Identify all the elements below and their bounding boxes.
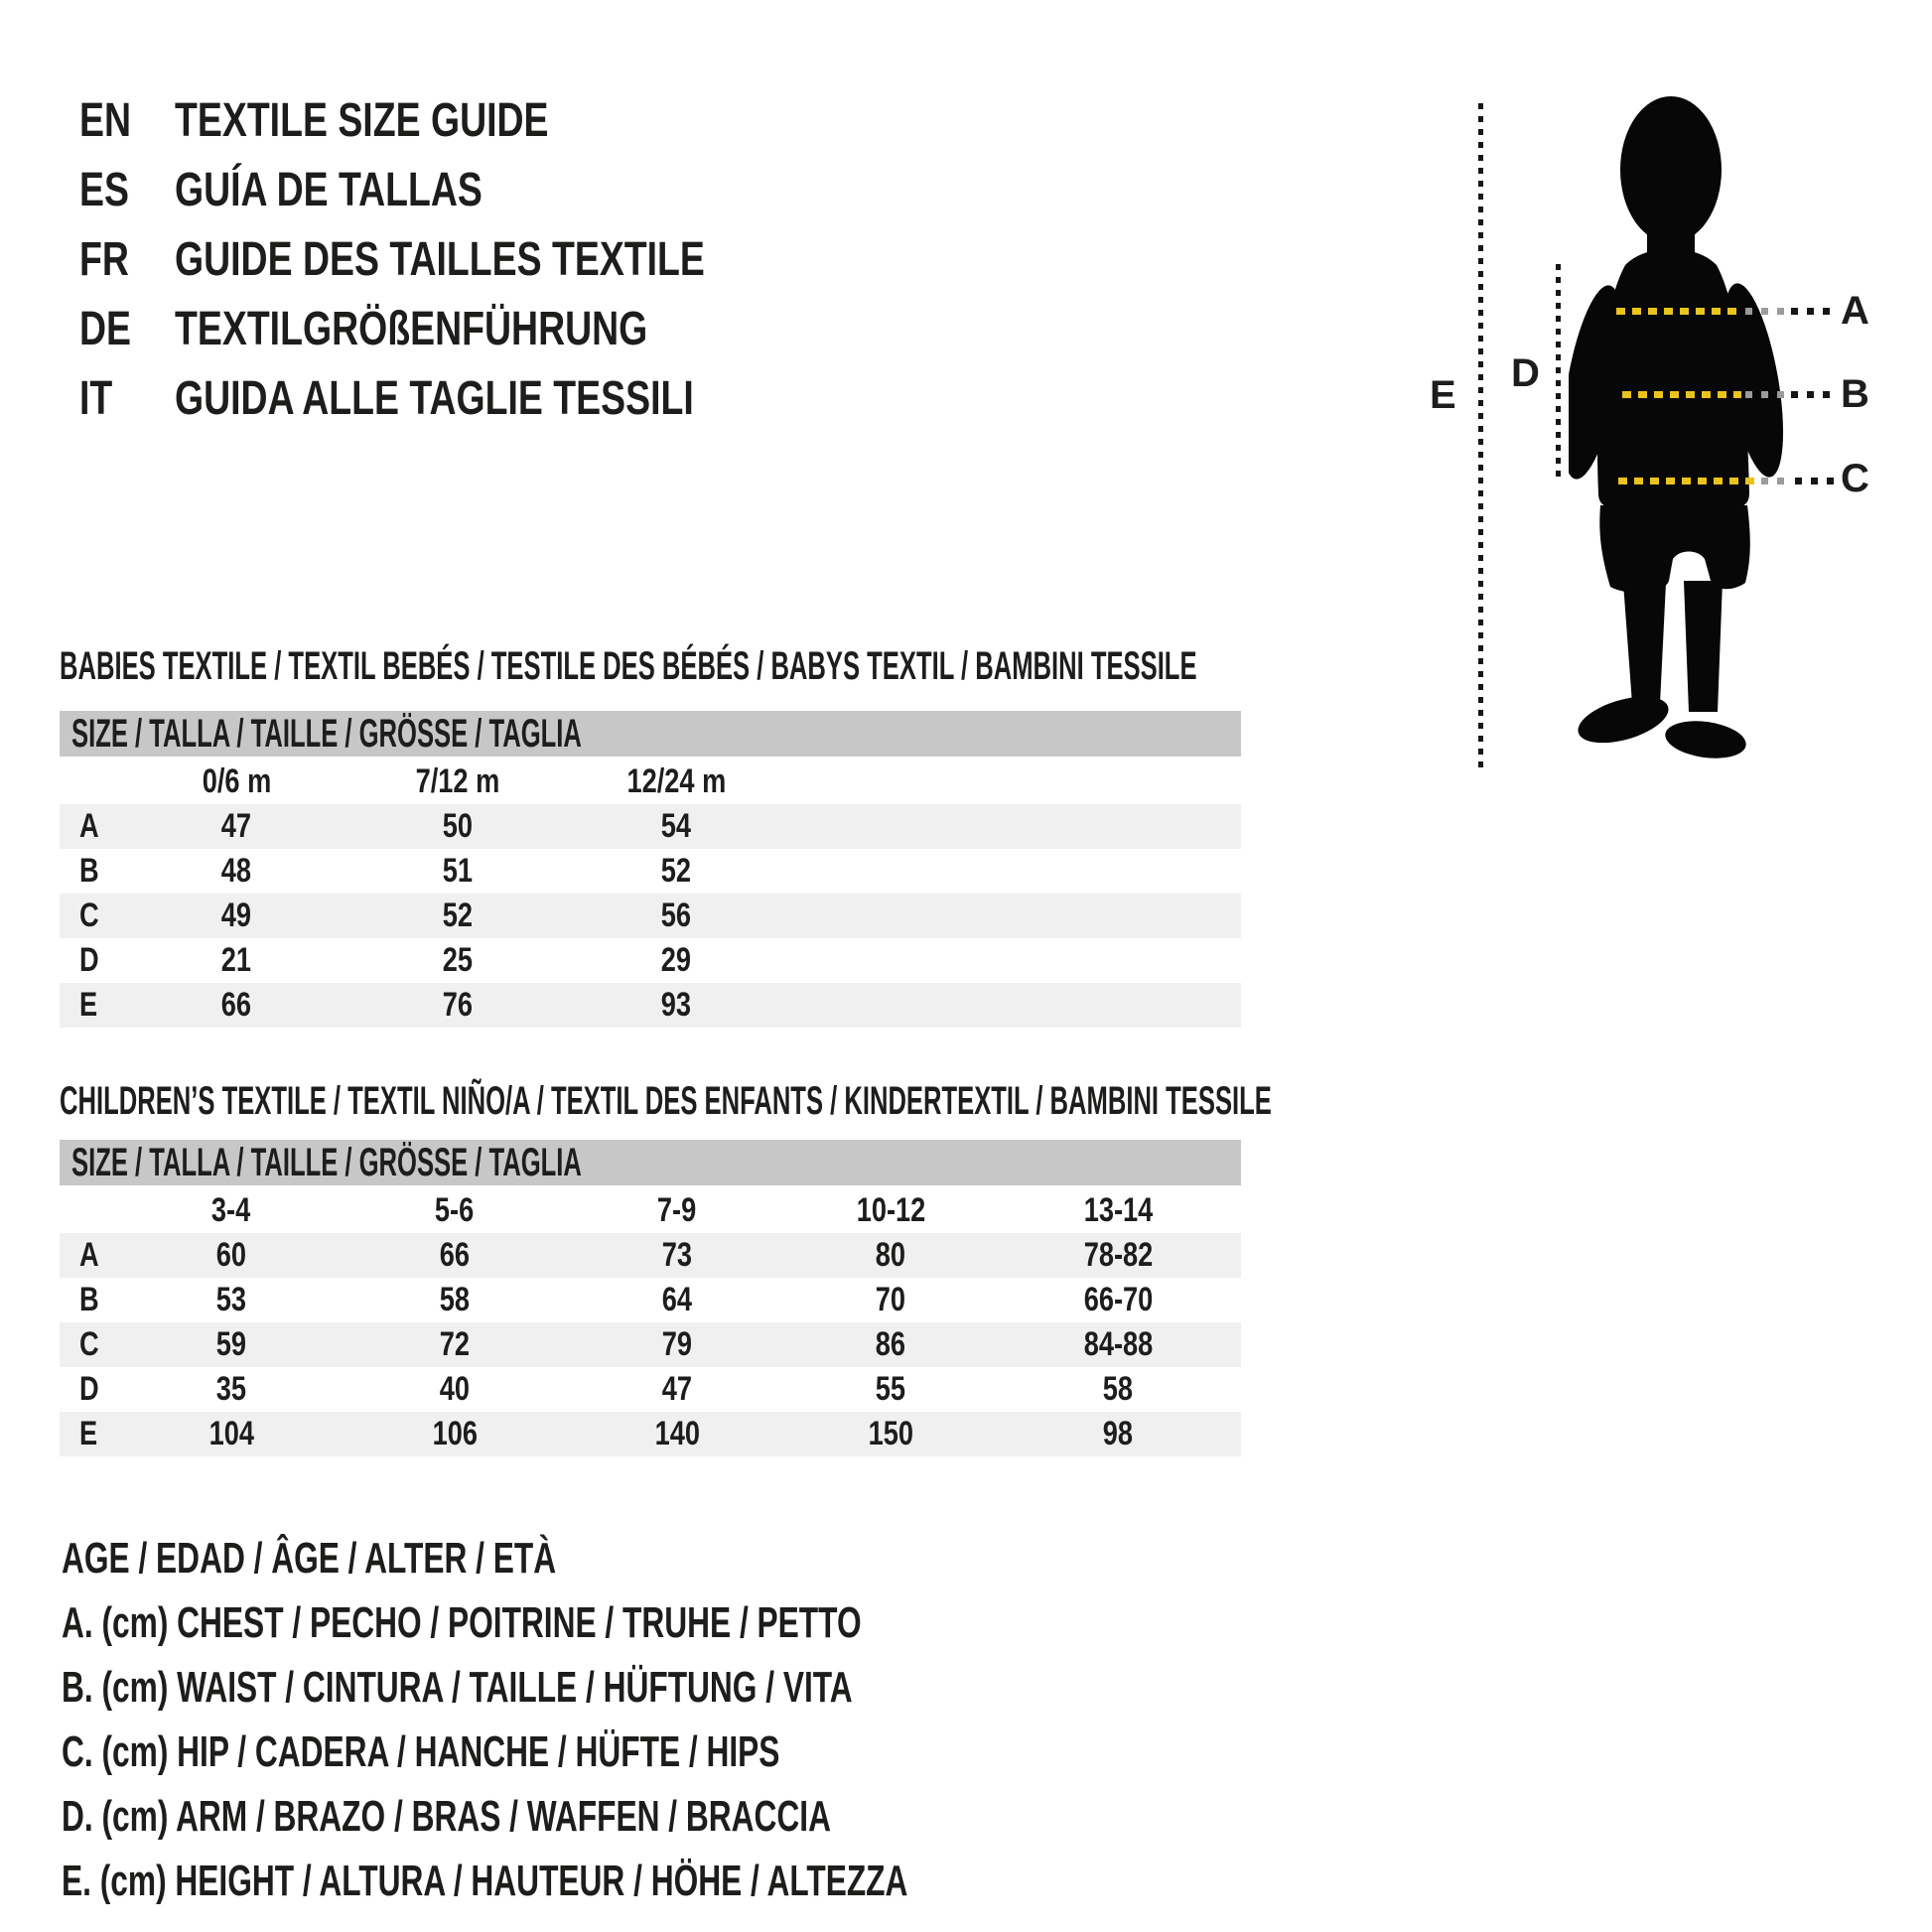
chest-measure-line-yellow [1616, 308, 1741, 315]
children-cell: 73 [661, 1236, 693, 1274]
children-cell: 55 [875, 1370, 906, 1408]
figure-label-d: D [1511, 351, 1541, 395]
babies-table [60, 711, 1241, 1035]
legend-hip: C. (cm) HIP / CADERA / HANCHE / HÜFTE / HIPS [62, 1727, 780, 1776]
babies-cell: 52 [660, 852, 692, 890]
babies-row-c-label: C [79, 897, 99, 934]
babies-cell: 49 [220, 897, 252, 934]
children-row-e-label: E [79, 1415, 98, 1452]
babies-row-b [60, 849, 1241, 894]
babies-cell: 93 [660, 986, 692, 1024]
children-row-e [60, 1412, 1241, 1456]
babies-size-header: SIZE / TALLA / TAILLE / GRÖSSE / TAGLIA [71, 712, 582, 756]
children-cell: 58 [1102, 1370, 1134, 1408]
legend-arm-row [62, 1789, 1130, 1845]
legend-chest-row [62, 1595, 1173, 1651]
babies-cell: 47 [220, 807, 252, 845]
babies-column-2: 12/24 m [626, 762, 726, 800]
children-cell: 140 [654, 1415, 700, 1452]
language-title-fr: GUIDE DES TAILLES TEXTILE [175, 233, 705, 286]
chest-measure-line-black [1791, 308, 1835, 315]
legend-height-row [62, 1854, 1237, 1909]
children-cell: 150 [868, 1415, 913, 1452]
babies-cell: 66 [220, 986, 252, 1024]
babies-row-e [60, 983, 1241, 1028]
children-column-4: 13-14 [1083, 1191, 1153, 1229]
children-cell: 47 [661, 1370, 693, 1408]
figure-label-e: E [1430, 373, 1457, 417]
children-cell: 66 [439, 1236, 471, 1274]
children-cell: 72 [439, 1325, 471, 1363]
language-row-it [0, 369, 894, 429]
language-row-de [0, 300, 894, 359]
babies-cell: 21 [220, 941, 252, 979]
children-cell: 60 [215, 1236, 247, 1274]
silhouette-shorts [1599, 505, 1749, 593]
legend-hip-row [62, 1725, 1059, 1780]
babies-row-b-label: B [79, 852, 99, 890]
children-cell: 86 [875, 1325, 906, 1363]
children-cell: 66-70 [1083, 1281, 1153, 1318]
language-code-it: IT [79, 372, 113, 425]
silhouette-shirt [1597, 249, 1749, 508]
babies-cell: 50 [442, 807, 474, 845]
babies-cell: 29 [660, 941, 692, 979]
children-row-c-label: C [79, 1325, 99, 1363]
hip-measure-line-yellow [1618, 478, 1757, 484]
language-code-en: EN [79, 94, 132, 147]
children-cell: 40 [439, 1370, 471, 1408]
children-size-header-bar [60, 1140, 1241, 1185]
children-cell: 98 [1102, 1415, 1134, 1452]
children-row-a-label: A [79, 1236, 99, 1274]
children-cell: 79 [661, 1325, 693, 1363]
language-row-en [0, 91, 894, 151]
children-cell: 78-82 [1083, 1236, 1153, 1274]
legend-chest: A. (cm) CHEST / PECHO / POITRINE / TRUHE / PETTO [62, 1598, 862, 1647]
chest-measure-line-fade [1745, 308, 1787, 315]
children-cell: 35 [215, 1370, 247, 1408]
children-column-0: 3-4 [211, 1191, 251, 1229]
children-row-d-label: D [79, 1370, 99, 1408]
children-row-c [60, 1322, 1241, 1367]
children-row-a [60, 1233, 1241, 1278]
babies-size-header-bar [60, 711, 1241, 757]
babies-row-c [60, 894, 1241, 938]
children-section-title: CHILDREN’S TEXTILE / TEXTIL NIÑO/A / TEXTIL DES ENFANTS / KINDERTEXTIL / BAMBINI TESSILE [60, 1079, 1272, 1123]
legend-arm: D. (cm) ARM / BRAZO / BRAS / WAFFEN / BRACCIA [62, 1792, 831, 1841]
children-cell: 70 [875, 1281, 906, 1318]
children-row-b-label: B [79, 1281, 99, 1318]
children-section-title-wrap [60, 1078, 1932, 1124]
babies-cell: 51 [442, 852, 474, 890]
silhouette-right-shoe [1663, 716, 1748, 762]
babies-column-0: 0/6 m [202, 762, 271, 800]
children-cell: 84-88 [1083, 1325, 1153, 1363]
arm-measure-line-d [1556, 264, 1561, 479]
children-cell: 53 [215, 1281, 247, 1318]
waist-measure-line-fade [1745, 391, 1787, 398]
language-title-it: GUIDA ALLE TAGLIE TESSILI [175, 372, 694, 425]
babies-row-a [60, 804, 1241, 849]
babies-section-title-wrap [60, 643, 1837, 689]
language-title-de: TEXTILGRÖßENFÜHRUNG [175, 303, 648, 355]
babies-cell: 56 [660, 897, 692, 934]
babies-row-d [60, 938, 1241, 983]
children-cell: 80 [875, 1236, 906, 1274]
figure-label-a: A [1841, 289, 1870, 333]
children-column-2: 7-9 [657, 1191, 697, 1229]
language-code-fr: FR [79, 233, 129, 286]
babies-column-1: 7/12 m [415, 762, 500, 800]
language-title-en: TEXTILE SIZE GUIDE [175, 94, 549, 147]
hip-measure-line-fade [1761, 478, 1791, 484]
babies-row-d-label: D [79, 941, 99, 979]
children-column-1: 5-6 [435, 1191, 475, 1229]
children-cell: 104 [208, 1415, 254, 1452]
children-column-3: 10-12 [856, 1191, 925, 1229]
language-code-es: ES [79, 164, 129, 216]
language-code-de: DE [79, 303, 132, 355]
figure-label-c: C [1841, 457, 1870, 500]
children-cell: 106 [432, 1415, 478, 1452]
silhouette-head [1620, 96, 1722, 243]
legend-age: AGE / EDAD / ÂGE / ALTER / ETÀ [62, 1534, 557, 1583]
waist-measure-line-black [1791, 391, 1835, 398]
babies-cell: 25 [442, 941, 474, 979]
language-row-fr [0, 230, 894, 290]
babies-row-e-label: E [79, 986, 98, 1024]
children-cell: 58 [439, 1281, 471, 1318]
babies-cell: 76 [442, 986, 474, 1024]
children-table [60, 1140, 1241, 1463]
babies-row-a-label: A [79, 807, 99, 845]
legend-age-row [62, 1531, 749, 1587]
babies-cell: 52 [442, 897, 474, 934]
children-cell: 64 [661, 1281, 693, 1318]
legend-waist-row [62, 1660, 1160, 1716]
children-size-header: SIZE / TALLA / TAILLE / GRÖSSE / TAGLIA [71, 1141, 582, 1184]
waist-measure-line-yellow [1622, 391, 1741, 398]
hip-measure-line-black [1795, 478, 1835, 484]
language-row-es [0, 161, 894, 220]
language-title-es: GUÍA DE TALLAS [175, 164, 483, 216]
figure-label-b: B [1841, 372, 1870, 416]
children-row-b [60, 1278, 1241, 1322]
legend-waist: B. (cm) WAIST / CINTURA / TAILLE / HÜFTUNG / VITA [62, 1663, 853, 1712]
babies-column-header-row [60, 759, 1241, 804]
children-cell: 59 [215, 1325, 247, 1363]
children-row-d [60, 1367, 1241, 1412]
babies-cell: 54 [660, 807, 692, 845]
babies-section-title: BABIES TEXTILE / TEXTIL BEBÉS / TESTILE DES BÉBÉS / BABYS TEXTIL / BAMBINI TESSILE [60, 644, 1197, 688]
legend-height: E. (cm) HEIGHT / ALTURA / HAUTEUR / HÖHE / ALTEZZA [62, 1857, 908, 1905]
babies-cell: 48 [220, 852, 252, 890]
children-column-header-row [60, 1187, 1241, 1233]
